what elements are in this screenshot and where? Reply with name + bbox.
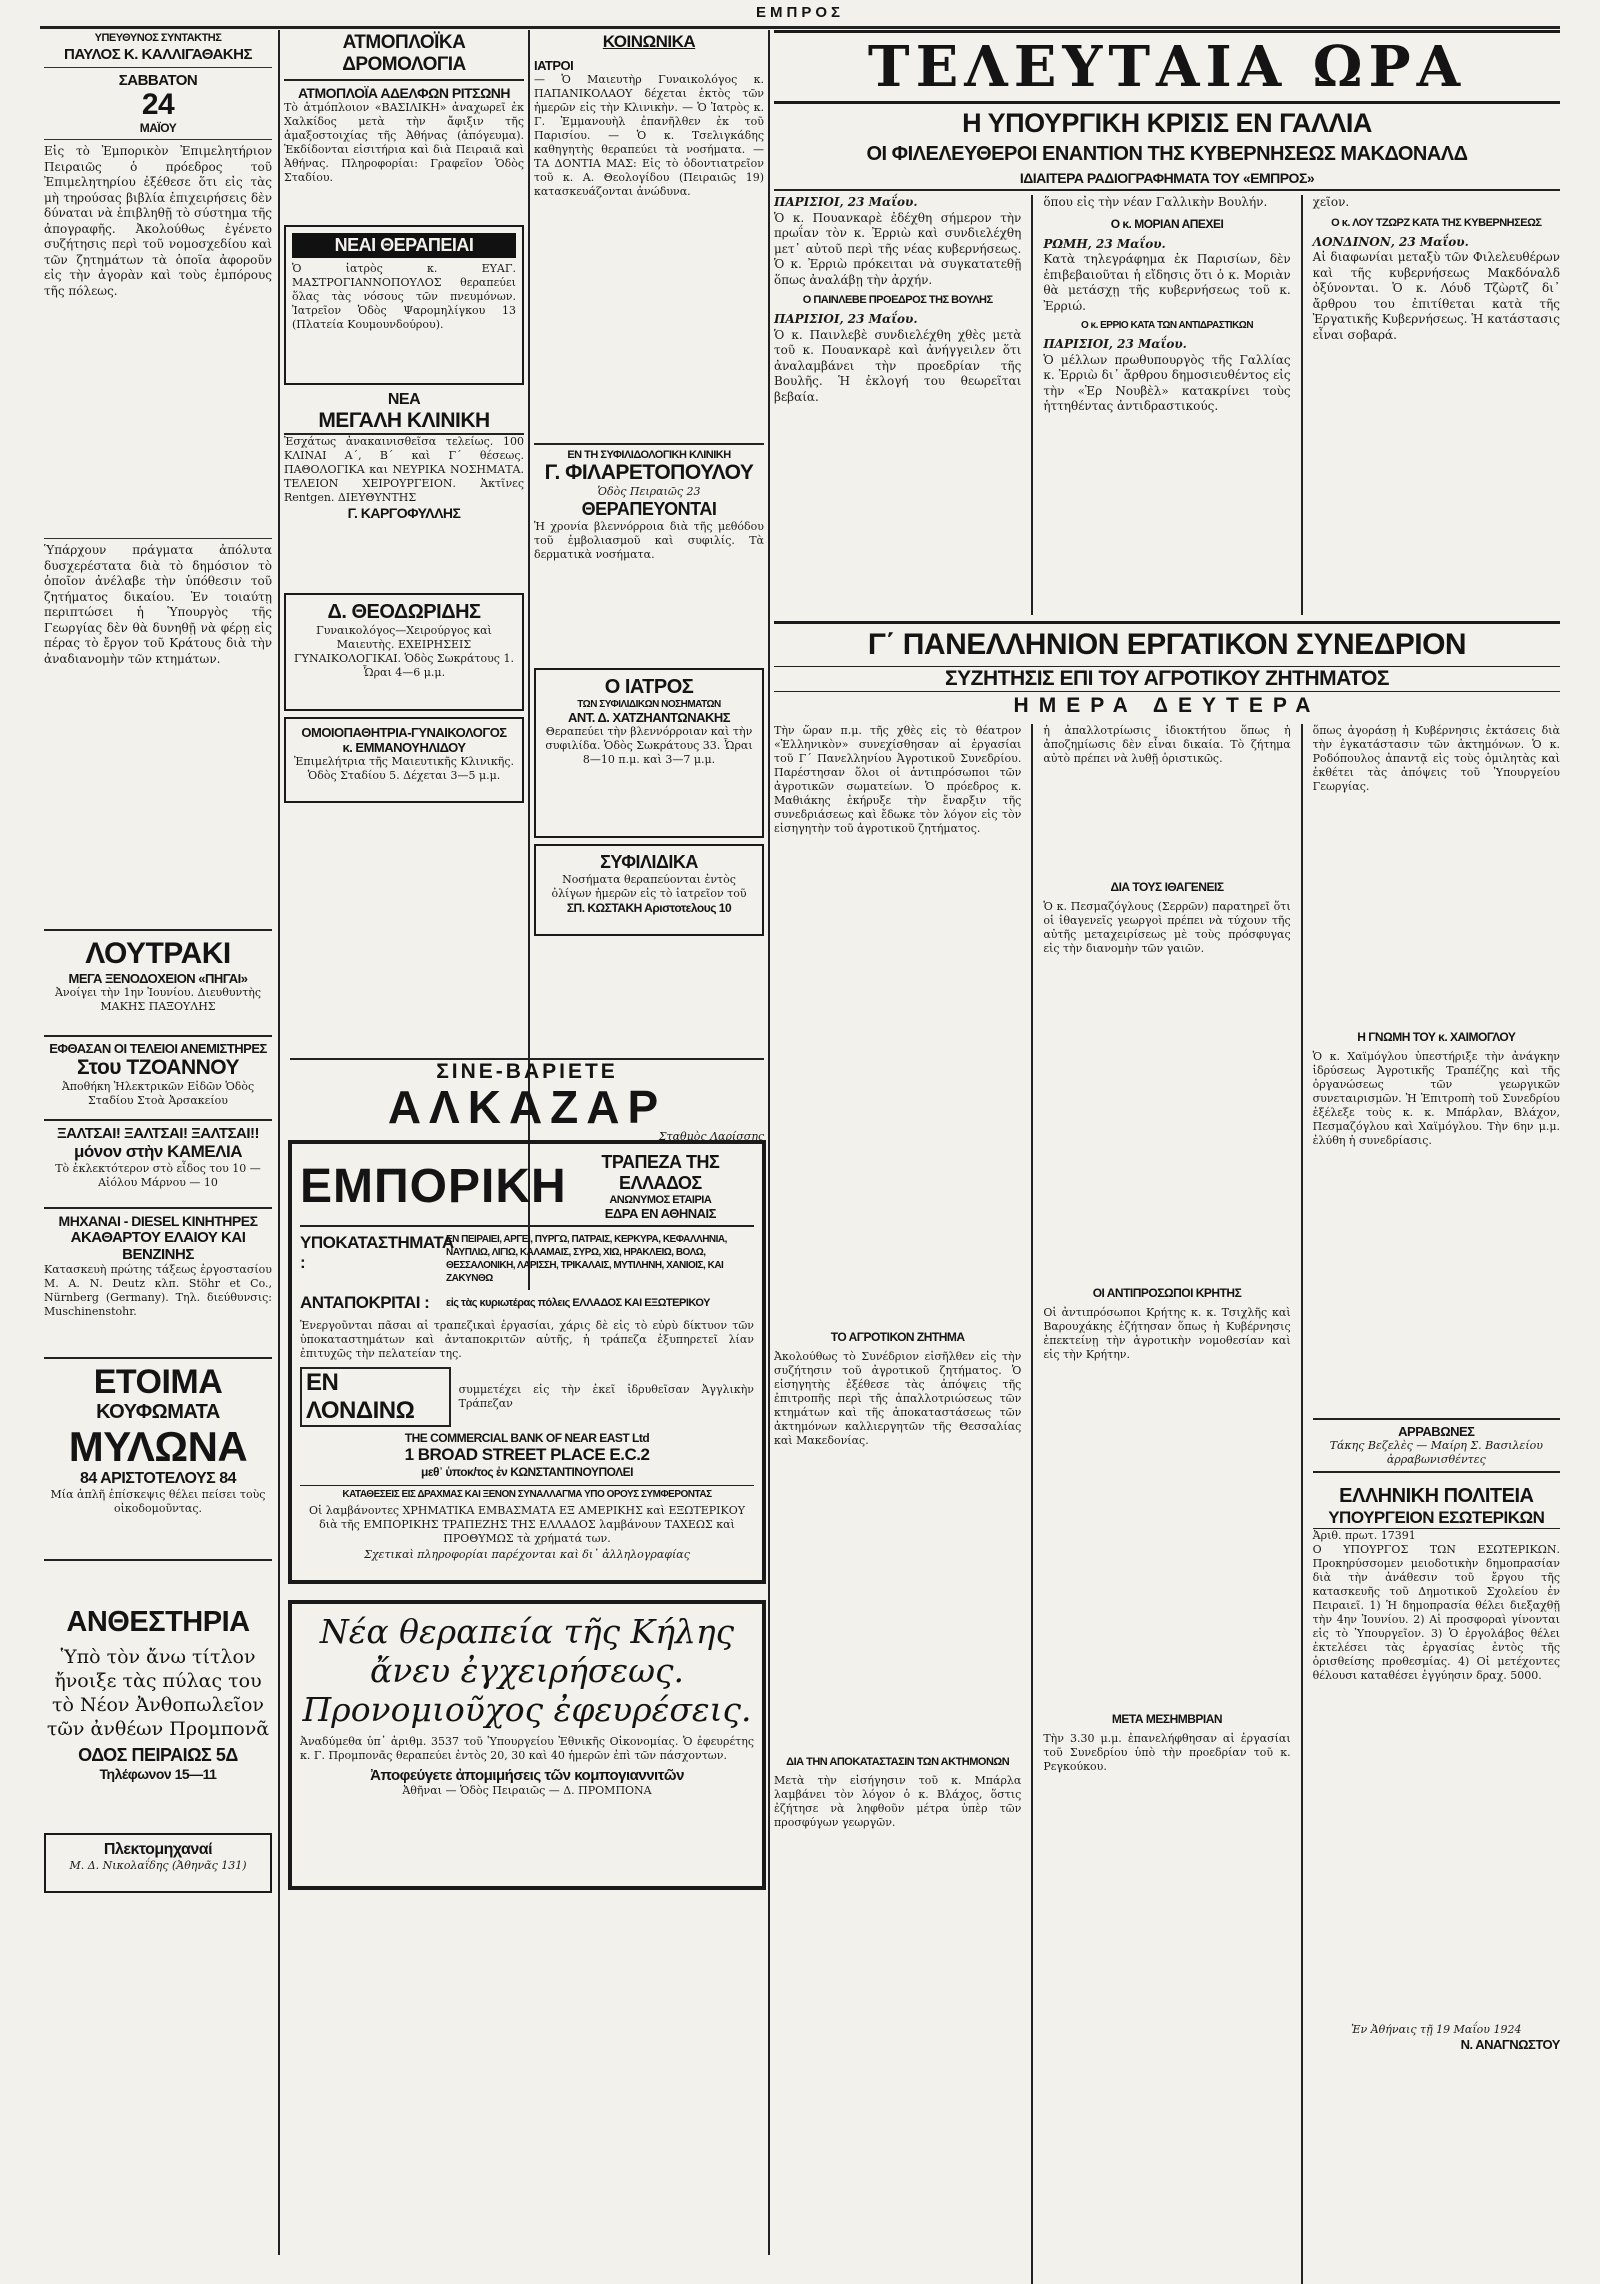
syphilis-body: Νοσήματα θεραπεύονται ἐντὸς ὀλίγων ἡμερῶν εἰς τὸ ἰατρεῖον τοῦ: [551, 873, 747, 900]
bank-correspondents-label: ΑΝΤΑΠΟΚΡΙΤΑΙ :: [300, 1293, 430, 1312]
clinic-new: ΝΕΑ: [387, 391, 421, 408]
ad-alkazar: [290, 1058, 764, 1143]
bank-london-title: ΕΝ ΛΟΝΔΙΝΩ: [300, 1367, 451, 1427]
last-hour-title: ΤΕΛΕΥΤΑΙΑ ΩΡΑ: [867, 34, 1467, 100]
article-body: Τὴν 3.30 μ.μ. ἐπανελήφθησαν αἱ ἐργασίαι τοῦ Συνεδρίου ὑπὸ τὴν προεδρίαν τοῦ κ. Ρεγκούκου.: [1043, 1732, 1291, 1773]
doctors-heading: ΙΑΤΡΟΙ: [534, 58, 574, 73]
syphilis-clinic-heading: ΕΝ ΤΗ ΣΥΦΙΛΙΔΟΛΟΓΙΚΗ ΚΛΙΝΙΚΗ: [567, 449, 731, 461]
last-hour-columns: [774, 195, 1560, 615]
column-rule: [1301, 195, 1303, 615]
dateline: ΠΑΡΙΣΙΟΙ, 23 Μαΐου.: [774, 195, 918, 209]
syphilis-name: ΣΠ. ΚΩΣΤΑΚΗ Αριστοτελους 10: [566, 901, 732, 915]
bank-seat: ΕΔΡΑ ΕΝ ΑΘΗΝΑΙΣ: [604, 1206, 716, 1221]
syphilis-clinic-body: Ἡ χρονία βλεννόρροια διὰ τῆς μεθόδου τοῦ ἐμβολιασμοῦ καὶ συφιλίς. Τὰ δερματικὰ νοσήματα.: [534, 520, 764, 561]
column-rule: [1031, 195, 1033, 615]
last-hour-col-2: [1043, 195, 1290, 615]
article-body: Ὁ κ. Πεσμαζόγλους (Σερρῶν) παρατηρεῖ ὅτι οἱ ἰθαγενεῖς γεωργοὶ πρέπει νὰ τύχουν τῆς αὐτῆς μεταχειρίσεως μὲ τοὺς πρόσφυγας εἰς τὴν διανομὴν τῶν γαιῶν.: [1043, 900, 1291, 955]
bank-title-block: [567, 1152, 754, 1221]
mylona-body: Μία ἁπλῆ ἐπίσκεψις θέλει πείσει τοὺς οἰκοδομοῦντας.: [50, 1488, 266, 1515]
article-body: ὅπως ἀγοράσῃ ἡ Κυβέρνησις ἐκτάσεις διὰ τὴν ἐγκατάστασιν τῶν ἀκτημόνων. Ὁ κ. Ροδόπουλος ἀπαντᾷ εἰς τοὺς ὁμιλητὰς καὶ ἐκθέτει τὰς ἀπόψεις τοῦ Ὑπουργείου Γεωργίας.: [1312, 724, 1560, 793]
headline-liberals: ΟΙ ΦΙΛΕΛΕΥΘΕΡΟΙ ΕΝΑΝΤΙΟΝ ΤΗΣ ΚΥΒΕΡΝΗΣΕΩΣ ΜΑΚΔΟΝΑΛΔ: [866, 143, 1468, 165]
congress-headline: ΣΥΖΗΤΗΣΙΣ ΕΠΙ ΤΟΥ ΑΓΡΟΤΙΚΟΥ ΖΗΤΗΜΑΤΟΣ: [774, 666, 1560, 692]
divider: [44, 1119, 272, 1121]
kamelia-shop: μόνον στὴν ΚΑΜΕΛΙΑ: [74, 1142, 242, 1161]
congress-columns: [774, 724, 1560, 2284]
doctor-title: Ο ΙΑΤΡΟΣ: [604, 676, 694, 698]
shipping-heading: ΑΤΜΟΠΛΟΪΑ ΑΔΕΛΦΩΝ ΡΙΤΣΩΝΗ: [297, 85, 511, 101]
article-body: Αἱ διαφωνίαι μεταξὺ τῶν Φιλελευθέρων καὶ τῆς κυβερνήσεως Μακδόναλδ ὀξύνονται. Ὁ κ. Λόυδ Τζὼρτζ δι᾽ ἄρθρου του ἐπιτίθεται κατὰ τῆς Ἐργατικῆς Κυβερνήσεως. Ἡ κατάστασις εἶναι σοβαρά.: [1312, 250, 1560, 342]
alkazar-station: Σταθμὸς Λαρίσσης: [658, 1130, 764, 1143]
loutraki-title: ΛΟΥΤΡΑΚΙ: [85, 937, 231, 970]
ad-syphilis: [534, 844, 764, 936]
homeopath-title: ΟΜΟΙΟΠΑΘΗΤΡΙΑ-ΓΥΝΑΙΚΟΛΟΓΟΣ: [301, 725, 507, 740]
article-body: Ὁ μέλλων πρωθυπουργὸς τῆς Γαλλίας κ. Ἐρριὼ δι᾽ ἄρθρου δημοσιευθέντος εἰς τὴν «Ἐρ Νουβὲλ» κατακρίνει τοὺς ἡττηθέντας ἀντιδραστικούς.: [1043, 352, 1291, 413]
diesel-title: ΜΗΧΑΝΑΙ - DIESEL ΚΙΝΗΤΗΡΕΣ: [58, 1213, 258, 1229]
syphilis-clinic-treat: ΘΕΡΑΠΕΥΟΝΤΑΙ: [581, 499, 717, 519]
bank-commercial-address: 1 BROAD STREET PLACE E.C.2: [404, 1445, 650, 1464]
shipping-title: ΑΤΜΟΠΛΟΪΚΑ ΔΡΟΜΟΛΟΓΙΑ: [284, 32, 524, 81]
ad-new-therapies: [284, 225, 524, 385]
dateline: ΠΑΡΙΣΙΟΙ, 23 Μαΐου.: [1043, 337, 1187, 351]
congress-col-3: [1313, 724, 1560, 2284]
date-block: [44, 72, 272, 135]
bank-info: Σχετικαὶ πληροφορίαι παρέχονται καὶ δι᾽ ἀλληλογραφίας: [364, 1548, 690, 1561]
syphilis-clinic-address: Ὁδὸς Πειραιῶς 23: [597, 485, 701, 498]
ad-loutraki: [44, 937, 272, 1031]
social-title: ΚΟΙΝΩΝΙΚΑ: [602, 32, 696, 51]
divider: [44, 1035, 272, 1037]
bank-header: [300, 1152, 754, 1227]
ad-doctor: [534, 668, 764, 838]
article-heading: Ο κ. ΛΟΥ ΤΖΩΡΖ ΚΑΤΑ ΤΗΣ ΚΥΒΕΡΝΗΣΕΩΣ: [1331, 216, 1542, 229]
article-body: Ὁ κ. Παινλεβὲ συνδιελέχθη χθὲς μετὰ τοῦ κ. Πουανκαρὲ καὶ ἀνήγγειλεν ὅτι ἀναλαμβάνει τὴν προεδρίαν τῆς Βουλῆς. Ἡ ἐκλογή του θεωρεῖται βεβαία.: [774, 327, 1022, 404]
date-day: ΣΑΒΒΑΤΟΝ: [118, 72, 198, 89]
article-body: Μετὰ τὴν εἰσήγησιν τοῦ κ. Μπάρλα λαμβάνει τὸν λόγον ὁ κ. Βλάχος, ὅστις ἐζήτησε νὰ ληφθοῦν μέτρα ὑπὲρ τῶν προσφύγων γεωργῶν.: [774, 1774, 1022, 1829]
doctor-body: Θεραπεύει τὴν βλεννόρροιαν καὶ τὴν συφιλίδα. Ὁδὸς Σωκράτους 33. Ὧραι 8—10 π.μ. καὶ 3—7 μ.μ.: [545, 725, 753, 766]
article-body: ὅπου εἰς τὴν νέαν Γαλλικὴν Βουλήν.: [1043, 195, 1268, 209]
bank-operations: Ἐνεργοῦνται πᾶσαι αἱ τραπεζικαὶ ἐργασίαι, χάρις δὲ εἰς τὸ εὐρὺ δίκτυον τῶν ὑποκαταστημάτων καὶ ἀνταποκριτῶν αὐτῆς, ἡ τράπεζα ἐξυπηρετεῖ λίαν ἐπιτυχῶς τὴν πελατείαν της.: [300, 1319, 754, 1360]
divider: [44, 1559, 272, 1561]
diesel-heading: ΑΚΑΘΑΡΤΟΥ ΕΛΑΙΟΥ ΚΑΙ ΒΕΝΖΙΝΗΣ: [70, 1229, 246, 1263]
shipping-body: Τὸ ἀτμόπλοιον «ΒΑΣΙΛΙΚΗ» ἀναχωρεῖ ἐκ Χαλκίδος μετὰ τὴν ἄφιξιν τῆς ἁμαξοστοιχίας τῆς Ἀθήνας (ἀπόγευμα). Ἐκδίδονται εἰσιτήρια καὶ διὰ Πειραιᾶ καὶ Ἀθήνας. Πληροφορίαι: Γραφεῖον Ὁδὸς Σταδίου.: [284, 101, 524, 184]
article-heading: ΔΙΑ ΤΟΥΣ ΙΘΑΓΕΝΕΙΣ: [1110, 880, 1224, 894]
masthead: [0, 4, 1600, 26]
radio-dispatches: ΙΔΙΑΙΤΕΡΑ ΡΑΔΙΟΓΡΑΦΗΜΑΤΑ ΤΟΥ «ΕΜΠΡΟΣ»: [774, 170, 1560, 191]
masthead-title: ΕΜΠΡΟΣ: [755, 4, 844, 21]
knitting-title: Πλεκτομηχαναί: [103, 1841, 213, 1858]
theodoridis-name: Δ. ΘΕΟΔΩΡΙΔΗΣ: [327, 601, 481, 623]
mylona-ready: ΕΤΟΙΜΑ: [93, 1363, 223, 1401]
mylona-name: ΜΥΛΩΝΑ: [68, 1423, 248, 1470]
loutraki-body: Ἀνοίγει τὴν 1ην Ἰουνίου. Διευθυντὴς ΜΑΚΗΣ ΠΑΞΟΥΛΗΣ: [54, 986, 262, 1013]
headline-france-crisis: Η ΥΠΟΥΡΓΙΚΗ ΚΡΙΣΙΣ ΕΝ ΓΑΛΛΙΑ: [962, 108, 1372, 138]
ad-anthestiria: [44, 1565, 272, 1813]
article-body: Τὴν ὥραν π.μ. τῆς χθὲς εἰς τὸ θέατρον «Ἑλληνικὸν» συνεχίσθησαν αἱ ἐργασίαι τοῦ Γ΄ Πανελληνίου Ἀγροτικοῦ Συνεδρίου. Παρέστησαν ὅλοι οἱ ἀντιπρόσωποι τῶν ἀγροτικῶν σωματείων. Ὁ πρόεδρος κ. Μαθιάκης ἐκήρυξε τὴν ἔναρξιν τῆς συνεδριάσεως καὶ ἔδωκε τὸν λόγον εἰς τὸν εἰσηγητὴν τοῦ ἀγροτικοῦ ζητήματος.: [774, 724, 1022, 835]
column-rule: [1031, 724, 1033, 2284]
divider: [44, 67, 272, 68]
clinic-director: Γ. ΚΑΡΓΟΦΥΛΛΗΣ: [347, 505, 461, 521]
dateline: ΡΩΜΗ, 23 Μαΐου.: [1043, 236, 1166, 251]
social-body: — Ὁ Μαιευτὴρ Γυναικολόγος κ. ΠΑΠΑΝΙΚΟΛΑΟΥ δέχεται ἐκτὸς τῶν ἡμερῶν εἰς τὴν Κλινικὴν. — Ὁ Ἰατρὸς κ. Γ. Ἐμμανουὴλ ἐπανῆλθεν ἐκ τοῦ Παρισίου. — Ὁ κ. Τσελιγκάδης καθηγητὴς θεραπεύει τὰ νοσήματα. — ΤΑ ΔΟΝΤΙΑ ΜΑΣ: Εἰς τὸ ὀδοντιατρεῖον τοῦ κ. Α. Θεολογίδου (Πειραιῶς 19) κατασκευάζονται ἀνώδυνα.: [534, 73, 764, 198]
congress-col-2: [1043, 724, 1290, 2284]
column-rule: [1301, 724, 1303, 2284]
left-column: [44, 32, 272, 2252]
anthestiria-title: ΑΝΘΕΣΤΗΡΙΑ: [66, 1606, 250, 1638]
ad-emporiki-bank: [288, 1140, 766, 1584]
alkazar-name: ΑΛΚΑΖΑΡ: [387, 1081, 667, 1133]
last-hour-banner: [774, 30, 1560, 104]
therapies-title: ΝΕΑΙ ΘΕΡΑΠΕΙΑΙ: [292, 233, 516, 258]
notice-date: Ἐν Ἀθήναις τῇ 19 Μαΐου 1924: [1351, 2023, 1522, 2036]
anthestiria-address: ΟΔΟΣ ΠΕΙΡΑΙΩΣ 5Δ: [78, 1745, 238, 1765]
ad-hernia-treatment: [288, 1600, 766, 1890]
article-heading: Ο κ. ΕΡΡΙΟ ΚΑΤΑ ΤΩΝ ΑΝΤΙΔΡΑΣΤΙΚΩΝ: [1080, 320, 1254, 331]
article-body: Κατὰ τηλεγράφημα ἐκ Παρισίων, δὲν ἐπιβεβαιοῦται ἡ εἴδησις ὅτι ὁ κ. Μοριὰν θὰ μετάσχῃ τῆς κυβερνήσεως τοῦ κ. Ἐρριώ.: [1043, 252, 1291, 313]
bank-correspondents: [300, 1293, 754, 1313]
congress-section: [774, 621, 1560, 718]
editor-name: ΠΑΥΛΟΣ Κ. ΚΑΛΛΙΓΑΘΑΚΗΣ: [64, 46, 252, 63]
article-heading: ΔΙΑ ΤΗΝ ΑΠΟΚΑΤΑΣΤΑΣΙΝ ΤΩΝ ΑΚΤΗΜΟΝΩΝ: [786, 1756, 1010, 1768]
anthestiria-phone: Τηλέφωνον 15—11: [99, 1766, 217, 1782]
homeopath-name: κ. ΕΜΜΑΝΟΥΗΛΙΔΟΥ: [342, 740, 466, 755]
editor-label: ΥΠΕΥΘΥΝΟΣ ΣΥΝΤΑΚΤΗΣ: [94, 32, 222, 44]
notice-signature: Ν. ΑΝΑΓΝΩΣΤΟΥ: [1460, 2037, 1560, 2052]
ad-homeopath: [284, 717, 524, 803]
date-month: ΜΑΪΟΥ: [139, 121, 177, 135]
article-heading: Ο κ. ΜΟΡΙΑΝ ΑΠΕΧΕΙ: [1110, 216, 1224, 231]
bank-title: ΤΡΑΠΕΖΑ ΤΗΣ ΕΛΛΑΔΟΣ: [601, 1152, 720, 1193]
ad-syphilis-clinic: [534, 443, 764, 658]
third-column: [534, 32, 764, 1222]
bank-remittances: Οἱ λαμβάνοντες ΧΡΗΜΑΤΙΚΑ ΕΜΒΑΣΜΑΤΑ ΕΞ ΑΜΕΡΙΚΗΣ καὶ ΕΞΩΤΕΡΙΚΟΥ διὰ τῆς ΕΜΠΟΡΙΚΗΣ ΤΡΑΠΕΖΗΣ ΤΗΣ ΕΛΛΑΔΟΣ λαμβάνουν ΤΑΧΕΩΣ καὶ ΠΡΟΘΥΜΩΣ τὰ χρήματά των.: [308, 1504, 745, 1545]
bank-correspondents-body: εἰς τὰς κυριωτέρας πόλεις ΕΛΛΑΔΟΣ ΚΑΙ ΕΞΩΤΕΡΙΚΟΥ: [446, 1297, 710, 1309]
bank-constantinople: μεθ᾽ ὑποκ/τος ἐν ΚΩΝΣΤΑΝΤΙΝΟΥΠΟΛΕΙ: [421, 1465, 633, 1479]
article-body: Ἀκολούθως τὸ Συνέδριον εἰσῆλθεν εἰς τὴν συζήτησιν τοῦ ἀγροτικοῦ ζητήματος. Ὁ εἰσηγητὴς ἐξέθεσε τὰς ἀπόψεις τῆς ἐπιτροπῆς περὶ τῆς ἀπαλλοτριώσεως τῶν κτημάτων καὶ τῆς ἀποκαταστάσεως τῶν ἀκτημόνων καλλιεργητῶν τῆς Θεσσαλίας καὶ Μακεδονίας.: [774, 1350, 1022, 1447]
hernia-line2: ἄνευ ἐγχειρήσεως.: [370, 1651, 684, 1690]
notice-hellenic-state: [1313, 1485, 1560, 2052]
bank-branches-label: ΥΠΟΚΑΤΑΣΤΗΜΑΤΑ :: [300, 1233, 454, 1272]
congress-title: Γ΄ ΠΑΝΕΛΛΗΝΙΟΝ ΕΡΓΑΤΙΚΟΝ ΣΥΝΕΔΡΙΟΝ: [867, 628, 1467, 661]
bank-london-body: συμμετέχει εἰς τὴν ἐκεῖ ἱδρυθεῖσαν Ἀγγλικὴν Τράπεζαν: [458, 1383, 754, 1410]
fans-title: ΕΦΘΑΣΑΝ ΟΙ ΤΕΛΕΙΟΙ ΑΝΕΜΙΣΤΗΡΕΣ: [49, 1041, 267, 1056]
diesel-body: Κατασκευὴ πρώτης τάξεως ἐργοστασίου Μ. Α. Ν. Deutz κλπ. Stöhr et Co., Nürnberg (Germany). Τηλ. διεύθυνσις: Muschinenstohr.: [44, 1263, 272, 1318]
clinic-body: Ἐσχάτως ἀνακαινισθεῖσα τελείως. 100 ΚΛΙΝΑΙ Α΄, Β΄ καὶ Γ΄ θέσεως. ΠΑΘΟΛΟΓΙΚΑ και ΝΕΥΡΙΚΑ ΝΟΣΗΜΑΤΑ. ΤΕΛΕΙΟΝ ΧΕΙΡΟΥΡΓΕΙΟΝ. Ἀκτῖνες Rentgen. ΔΙΕΥΘΥΝΤΗΣ: [284, 435, 524, 504]
editor-block: [44, 32, 272, 63]
column-rule: [278, 30, 280, 2255]
article-heading: Ο ΠΑΙΝΛΕΒΕ ΠΡΟΕΔΡΟΣ ΤΗΣ ΒΟΥΛΗΣ: [802, 294, 993, 306]
last-hour-col-1: [774, 195, 1021, 615]
ad-kamelia: [44, 1125, 272, 1203]
ad-mylona: [44, 1363, 272, 1555]
ad-diesel: [44, 1213, 272, 1353]
divider: [44, 1207, 272, 1209]
ad-theodoridis: [284, 593, 524, 711]
article-body: χεῖον.: [1312, 195, 1350, 209]
doctor-subtitle: ΤΩΝ ΣΥΦΙΛΙΔΙΚΩΝ ΝΟΣΗΜΑΤΩΝ: [577, 699, 721, 710]
article-body: Ὁ κ. Χαϊμόγλου ὑπεστήριξε τὴν ἀνάγκην ἱδρύσεως Ἀγροτικῆς Τραπέζης καὶ τῆς ὀργανώσεως τῶν γεωργικῶν συνεταιρισμῶν. Ἡ Ἐπιτροπὴ τοῦ Συνεδρίου ἐξέλεξε τοὺς κ. κ. Μπάρλαν, Βλάχον, Πεσμαζόγλου καὶ Χαϊμόγλου. Τὴν 6ην μ.μ. ἐλύθη ἡ συνεδρίασις.: [1312, 1050, 1560, 1147]
date-number: 24: [141, 88, 175, 121]
hernia-body: Ἀναδύμεθα ὑπ᾽ ἀριθμ. 3537 τοῦ Ὑπουργείου Ἐθνικῆς Οἰκονομίας. Ὁ ἐφευρέτης κ. Γ. Προμπονᾶς θεραπεύει ἐντὸς 20, 30 καὶ 40 ἡμερῶν ἐπὶ τῶν πάσχοντων.: [300, 1735, 754, 1762]
article-heading: ΟΙ ΑΝΤΙΠΡΟΣΩΠΟΙ ΚΡΗΤΗΣ: [1092, 1286, 1242, 1300]
engagements-body: Τάκης Βεζελὲς — Μαίρη Σ. Βασιλείου ἀρραβωνισθέντες: [1329, 1439, 1543, 1466]
bank-london: [300, 1367, 754, 1427]
ad-fans: [44, 1041, 272, 1115]
dateline: ΠΑΡΙΣΙΟΙ, 23 Μαΐου.: [774, 312, 918, 326]
loutraki-heading: ΜΕΓΑ ΞΕΝΟΔΟΧΕΙΟΝ «ΠΗΓΑΙ»: [68, 971, 248, 986]
article-heading: ΜΕΤΑ ΜΕΣΗΜΒΡΙΑΝ: [1111, 1712, 1223, 1726]
mylona-frames: ΚΟΥΦΩΜΑΤΑ: [96, 1401, 220, 1423]
left-article-1: Εἰς τὸ Ἐμπορικὸν Ἐπιμελητήριον Πειραιῶς ὁ πρόεδρος τοῦ Ἐπιμελητηρίου ἐξέθεσε ὅτι εἰς τὰς μὴ τηρούσας βιβλία ἐπιχειρήσεις δὲν δύναται νὰ ἐπιβληθῇ τὸ σύστημα τῆς ἀπογραφῆς. Ἀκολούθως ἐγένετο συζήτησις περὶ τοῦ νομοσχεδίου καὶ τῶν ζητημάτων τὰ ὁποῖα ἀφοροῦν εἰς τὴν ἀγορὰν καὶ τοὺς ἐμπόρους τῆς πόλεως.: [44, 144, 272, 298]
bank-branches: [300, 1233, 754, 1285]
bank-branches-list: ΕΝ ΠΕΙΡΑΙΕΙ, ΑΡΓΕΙ, ΠΥΡΓΩ, ΠΑΤΡΑΙΣ, ΚΕΡΚΥΡΑ, ΚΕΦΑΛΛΗΝΙΑ, ΝΑΥΠΛΙΩ, ΛΙΓΙΩ, ΚΑΛΑΜΑΙΣ, ΣΥΡΩ, ΧΙΩ, ΗΡΑΚΛΕΙΩ, ΒΟΛΩ, ΘΕΣΣΑΛΟΝΙΚΗ, ΛΑΡΙΣΣΗ, ΤΡΙΚΑΛΑΙΣ, ΜΥΤΙΛΗΝΗ, ΧΑΝΙΟΙΣ, ΚΑΙ ΖΑΚΥΝΘΩ: [446, 1234, 727, 1284]
kamelia-body: Τὸ ἐκλεκτότερον στὸ εἶδος του 10 — Αἰόλου Μάρνου — 10: [55, 1162, 261, 1189]
homeopath-body: Ἐπιμελήτρια τῆς Μαιευτικῆς Κλινικῆς. Ὁδὸς Σταδίου 5. Δέχεται 3—5 μ.μ.: [294, 755, 514, 782]
fans-shop: Στου ΤΖΟΑΝΝΟΥ: [76, 1056, 240, 1079]
clinic-title: ΜΕΓΑΛΗ ΚΛΙΝΙΚΗ: [284, 409, 524, 435]
kamelia-title: ΞΑΛΤΣΑΙ! ΞΑΛΤΣΑΙ! ΞΑΛΤΣΑΙ!!: [56, 1125, 260, 1142]
dateline: ΛΟΝΔΙΝΟΝ, 23 Μαΐου.: [1312, 234, 1469, 249]
bank-anonymous: ΑΝΩΝΥΜΟΣ ΕΤΑΙΡΙΑ: [609, 1194, 712, 1206]
bank-deposits: ΚΑΤΑΘΕΣΕΙΣ ΕΙΣ ΔΡΑΧΜΑΣ ΚΑΙ ΞΕΝΟΝ ΣΥΝΑΛΛΑΓΜΑ ΥΠΟ ΟΡΟΥΣ ΣΥΜΦΕΡΟΝΤΑΣ: [300, 1485, 754, 1500]
congress-day: ΗΜΕΡΑ ΔΕΥΤΕΡΑ: [1013, 694, 1321, 717]
anthestiria-body: Ὑπὸ τὸν ἄνω τίτλον ἤνοιξε τὰς πύλας του τὸ Νέον Ἀνθοπωλεῖον τῶν ἀνθέων Προμπονᾶ: [46, 1646, 270, 1740]
divider: [44, 538, 272, 539]
article-heading: Η ΓΝΩΜΗ ΤΟΥ κ. ΧΑΙΜΟΓΛΟΥ: [1357, 1030, 1516, 1044]
article-body: Οἱ ἀντιπρόσωποι Κρήτης κ. κ. Τσιχλῆς καὶ Βαρουχάκης ἐζήτησαν ὅπως ἡ Κυβέρνησις ἐπεκτείνῃ τὴν ἀγροτικὴν νομοθεσίαν καὶ εἰς τὴν Κρήτην.: [1043, 1306, 1291, 1361]
syphilis-clinic-name: Γ. ΦΙΛΑΡΕΤΟΠΟΥΛΟΥ: [544, 461, 754, 484]
left-article-2: Ὑπάρχουν πράγματα ἀπόλυτα δυσχερέστατα διὰ τὸ δημόσιον τὸ ὁποῖον ἀνέλαβε τὴν ὑπόθεσιν τοῦ ζητήματος δικαίου. Ἐν τοιαύτῃ περιπτώσει ἡ Ὑπουργὸς τῆς Γεωργίας δὲν θὰ δυνηθῇ νὰ φέρῃ εἰς πέρας τὸ ἔργον τοῦ Κράτους διὰ τὴν ἀναδιανομὴν τῶν κτημάτων.: [44, 543, 272, 666]
alkazar-cine: ΣΙΝΕ-ΒΑΡΙΕΤΕ: [436, 1060, 618, 1083]
article-body: Ὁ κ. Πουανκαρὲ ἐδέχθη σήμερον τὴν πρωΐαν τὸν κ. Ἐρριὼ καὶ συνδιελέχθη μετ᾽ αὐτοῦ περὶ τῆς νέας κυβερνήσεως. Ὁ κ. Ἐρριὼ πρόκειται νὰ συγκατατεθῇ ὅπως ἀναλάβῃ τὴν ἀρχήν.: [774, 210, 1022, 287]
notice-body: Ο ΥΠΟΥΡΓΟΣ ΤΩΝ ΕΣΩΤΕΡΙΚΩΝ. Προκηρύσσομεν μειοδοτικὴν δημοπρασίαν διὰ τὴν ἀνάθεσιν τοῦ ἔργου τῆς κατασκευῆς τοῦ Δημοτικοῦ Σχολείου ἐν Πειραιεῖ. 1) Ἡ δημοπρασία θέλει διεξαχθῇ τὴν 4ην Ἰουνίου. 2) Αἱ προσφοραὶ γίνονται εἰς τὸ Ὑπουργεῖον. 3) Ὁ ἐργολάβος θέλει ἐκτελέσει τὰς ἐργασίας ἐντὸς τῆς ὁρισθείσης προθεσμίας. 4) Οἱ μετέχοντες θέλουσι καταθέσει ἐγγύησιν δραχ. 5000.: [1312, 1543, 1560, 1682]
fans-body: Ἀποθήκη Ἠλεκτρικῶν Εἰδῶν Ὁδὸς Σταδίου Στοὰ Ἀρσακείου: [61, 1080, 255, 1107]
doctor-name: ΑΝΤ. Δ. ΧΑΤΖΗΑΝΤΩΝΑΚΗΣ: [567, 710, 731, 725]
therapies-body: Ὁ ἰατρὸς κ. ΕΥΑΓ. ΜΑΣΤΡΟΓΙΑΝΝΟΠΟΥΛΟΣ θεραπεύει ὅλας τὰς νόσους τῶν πνευμόνων. Ἰατρεῖον Ὁδὸς Ψαρομηλίγκου 13 (Πλατεία Κουμουνδούρου).: [292, 262, 516, 331]
syphilis-title: ΣΥΦΙΛΙΔΙΚΑ: [600, 852, 698, 872]
divider: [44, 929, 272, 931]
knitting-seller: Μ. Δ. Νικολαΐδης (Ἀθηνᾶς 131): [69, 1859, 247, 1872]
article-body: ἡ ἀπαλλοτρίωσις ἰδιοκτήτου ὅπως ἡ ἀποζημίωσις δὲν εἶναι δικαία. Τὸ ζήτημα αὐτὸ πρέπει νὰ λυθῇ ὁριστικῶς.: [1043, 724, 1291, 765]
ad-knitting-machines: [44, 1833, 272, 1893]
column-rule: [768, 30, 770, 2255]
masthead-rule: [40, 26, 1560, 29]
divider: [44, 139, 272, 140]
notice-number: Ἀριθ. πρωτ. 17391: [1312, 1529, 1416, 1542]
notice-state: ΕΛΛΗΝΙΚΗ ΠΟΛΙΤΕΙΑ: [1339, 1485, 1534, 1507]
divider: [44, 1357, 272, 1359]
engagements: [1313, 1418, 1560, 1473]
bank-commercial: [300, 1431, 754, 1479]
ad-clinic: [284, 391, 524, 587]
engagements-title: ΑΡΡΑΒΩΝΕΣ: [1398, 1424, 1475, 1439]
hernia-line3: Προνομιοῦχος ἐφευρέσεις.: [302, 1690, 752, 1729]
congress-col-1: [774, 724, 1021, 2284]
bank-commercial-name: THE COMMERCIAL BANK OF NEAR EAST Ltd: [404, 1431, 650, 1445]
article-heading: ΤΟ ΑΓΡΟΤΙΚΟΝ ΖΗΤΗΜΑ: [830, 1330, 965, 1344]
hernia-line1: Νέα θεραπεία τῆς Κήλης: [319, 1612, 735, 1651]
mylona-address: 84 ΑΡΙΣΤΟΤΕΛΟΥΣ 84: [79, 1470, 237, 1487]
hernia-warning: Ἀποφεύγετε ἀπομιμήσεις τῶν κομπογιαννιτῶν: [370, 1767, 684, 1784]
last-hour-col-3: [1313, 195, 1560, 615]
bank-emporiki: ΕΜΠΟΡΙΚΗ: [300, 1159, 567, 1213]
hernia-address: Ἀθῆναι — Ὁδὸς Πειραιῶς — Δ. ΠΡΟΜΠΟΝΑ: [402, 1784, 652, 1797]
notice-ministry: ΥΠΟΥΡΓΕΙΟΝ ΕΣΩΤΕΡΙΚΩΝ: [1313, 1508, 1560, 1529]
right-section: [774, 30, 1560, 2255]
theodoridis-body: Γυναικολόγος—Χειρούργος καὶ Μαιευτὴς. ΕΧΕΙΡΗΣΕΙΣ ΓΥΝΑΙΚΟΛΟΓΙΚΑΙ. Ὁδὸς Σωκράτους 1. Ὧραι 4—6 μ.μ.: [294, 624, 514, 679]
